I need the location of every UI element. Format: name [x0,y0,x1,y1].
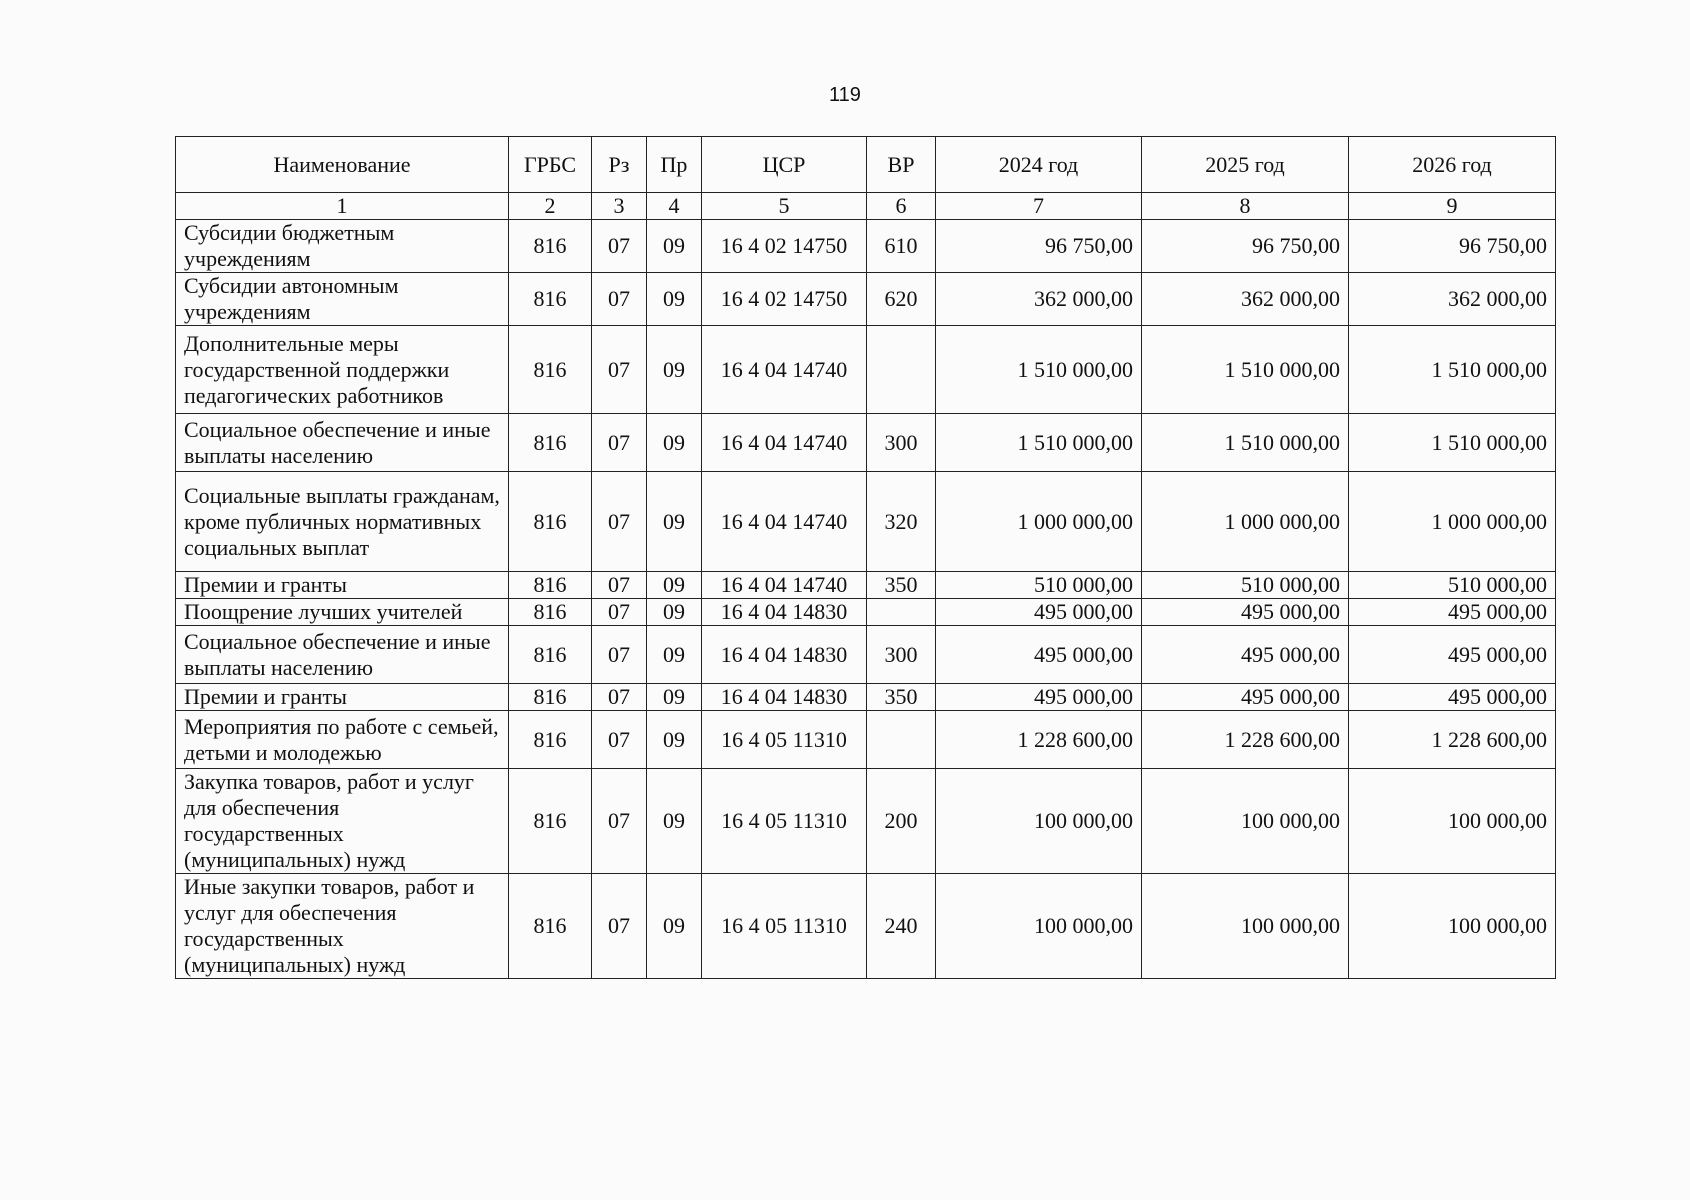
row-csr: 16 4 05 11310 [702,874,867,979]
row-vr: 300 [867,626,936,684]
row-amount-2025: 495 000,00 [1142,684,1349,711]
column-number: 3 [592,193,647,220]
header-2025: 2025 год [1142,137,1349,193]
row-amount-2026: 1 510 000,00 [1349,414,1556,472]
row-amount-2026: 495 000,00 [1349,599,1556,626]
row-grbs: 816 [509,711,592,769]
row-rz: 07 [592,599,647,626]
row-vr [867,599,936,626]
row-amount-2025: 96 750,00 [1142,220,1349,273]
row-grbs: 816 [509,874,592,979]
row-amount-2024: 495 000,00 [936,684,1142,711]
row-rz: 07 [592,572,647,599]
table-row [176,769,1556,874]
table-row [176,599,1556,626]
row-name: Дополнительные меры государственной поддержки педагогических работников [176,326,509,414]
row-csr: 16 4 04 14740 [702,414,867,472]
row-name: Премии и гранты [176,572,509,599]
row-vr: 350 [867,572,936,599]
row-amount-2024: 1 510 000,00 [936,326,1142,414]
row-pr: 09 [647,684,702,711]
row-amount-2024: 100 000,00 [936,769,1142,874]
row-vr: 240 [867,874,936,979]
row-amount-2024: 495 000,00 [936,626,1142,684]
row-grbs: 816 [509,273,592,326]
row-rz: 07 [592,414,647,472]
row-grbs: 816 [509,472,592,572]
header-2026: 2026 год [1349,137,1556,193]
row-grbs: 816 [509,572,592,599]
row-amount-2026: 1 000 000,00 [1349,472,1556,572]
row-pr: 09 [647,220,702,273]
row-amount-2026: 362 000,00 [1349,273,1556,326]
table-row [176,326,1556,414]
row-grbs: 816 [509,769,592,874]
header-vr: ВР [867,137,936,193]
column-number: 7 [936,193,1142,220]
row-amount-2024: 1 510 000,00 [936,414,1142,472]
column-number: 2 [509,193,592,220]
row-amount-2026: 100 000,00 [1349,874,1556,979]
row-amount-2025: 362 000,00 [1142,273,1349,326]
column-number: 6 [867,193,936,220]
row-csr: 16 4 02 14750 [702,220,867,273]
row-amount-2026: 1 228 600,00 [1349,711,1556,769]
column-number: 5 [702,193,867,220]
row-grbs: 816 [509,414,592,472]
row-pr: 09 [647,711,702,769]
row-grbs: 816 [509,626,592,684]
row-name: Мероприятия по работе с семьей, детьми и молодежью [176,711,509,769]
row-grbs: 816 [509,326,592,414]
row-pr: 09 [647,769,702,874]
row-pr: 09 [647,472,702,572]
row-amount-2025: 1 510 000,00 [1142,326,1349,414]
row-rz: 07 [592,684,647,711]
row-amount-2024: 495 000,00 [936,599,1142,626]
row-name: Премии и гранты [176,684,509,711]
table-row [176,572,1556,599]
row-csr: 16 4 04 14830 [702,599,867,626]
row-vr [867,711,936,769]
row-csr: 16 4 05 11310 [702,769,867,874]
column-number-row [176,193,1556,220]
row-name: Поощрение лучших учителей [176,599,509,626]
row-name: Социальное обеспечение и иные выплаты населению [176,414,509,472]
row-pr: 09 [647,626,702,684]
row-amount-2024: 96 750,00 [936,220,1142,273]
header-grbs: ГРБС [509,137,592,193]
budget-table [175,136,1556,979]
table-row [176,472,1556,572]
row-vr [867,326,936,414]
row-grbs: 816 [509,220,592,273]
header-name: Наименование [176,137,509,193]
column-number: 9 [1349,193,1556,220]
row-amount-2025: 1 228 600,00 [1142,711,1349,769]
row-pr: 09 [647,273,702,326]
table-row [176,220,1556,273]
table-row [176,414,1556,472]
row-amount-2025: 1 510 000,00 [1142,414,1349,472]
row-amount-2024: 100 000,00 [936,874,1142,979]
row-amount-2025: 100 000,00 [1142,769,1349,874]
table-row [176,711,1556,769]
row-name: Субсидии автономным учреждениям [176,273,509,326]
row-vr: 320 [867,472,936,572]
row-grbs: 816 [509,599,592,626]
row-vr: 200 [867,769,936,874]
row-amount-2025: 495 000,00 [1142,626,1349,684]
table-row [176,684,1556,711]
page-number: 119 [829,84,861,106]
row-rz: 07 [592,273,647,326]
row-csr: 16 4 04 14740 [702,472,867,572]
header-csr: ЦСР [702,137,867,193]
row-name: Социальные выплаты гражданам, кроме публичных нормативных социальных выплат [176,472,509,572]
row-rz: 07 [592,874,647,979]
row-amount-2024: 362 000,00 [936,273,1142,326]
row-amount-2025: 495 000,00 [1142,599,1349,626]
row-pr: 09 [647,599,702,626]
row-amount-2024: 510 000,00 [936,572,1142,599]
row-rz: 07 [592,472,647,572]
row-amount-2024: 1 000 000,00 [936,472,1142,572]
row-csr: 16 4 05 11310 [702,711,867,769]
row-vr: 350 [867,684,936,711]
row-amount-2025: 1 000 000,00 [1142,472,1349,572]
row-amount-2024: 1 228 600,00 [936,711,1142,769]
row-rz: 07 [592,220,647,273]
row-amount-2025: 100 000,00 [1142,874,1349,979]
row-grbs: 816 [509,684,592,711]
header-row [176,137,1556,193]
row-vr: 610 [867,220,936,273]
row-pr: 09 [647,326,702,414]
row-pr: 09 [647,874,702,979]
table-row [176,626,1556,684]
row-pr: 09 [647,572,702,599]
row-amount-2026: 510 000,00 [1349,572,1556,599]
row-csr: 16 4 04 14830 [702,626,867,684]
row-csr: 16 4 04 14740 [702,326,867,414]
row-csr: 16 4 02 14750 [702,273,867,326]
row-name: Субсидии бюджетным учреждениям [176,220,509,273]
row-name: Иные закупки товаров, работ и услуг для обеспечения государственных (муниципальных) нужд [176,874,509,979]
row-name: Социальное обеспечение и иные выплаты населению [176,626,509,684]
row-vr: 620 [867,273,936,326]
row-vr: 300 [867,414,936,472]
header-2024: 2024 год [936,137,1142,193]
row-rz: 07 [592,769,647,874]
row-amount-2026: 495 000,00 [1349,626,1556,684]
table-row [176,273,1556,326]
row-rz: 07 [592,711,647,769]
row-pr: 09 [647,414,702,472]
table-row [176,874,1556,979]
row-csr: 16 4 04 14830 [702,684,867,711]
column-number: 4 [647,193,702,220]
row-amount-2026: 495 000,00 [1349,684,1556,711]
row-amount-2026: 1 510 000,00 [1349,326,1556,414]
row-amount-2026: 96 750,00 [1349,220,1556,273]
header-pr: Пр [647,137,702,193]
row-csr: 16 4 04 14740 [702,572,867,599]
row-rz: 07 [592,626,647,684]
header-rz: Рз [592,137,647,193]
column-number: 1 [176,193,509,220]
row-amount-2026: 100 000,00 [1349,769,1556,874]
row-rz: 07 [592,326,647,414]
row-name: Закупка товаров, работ и услуг для обеспечения государственных (муниципальных) нужд [176,769,509,874]
column-number: 8 [1142,193,1349,220]
row-amount-2025: 510 000,00 [1142,572,1349,599]
